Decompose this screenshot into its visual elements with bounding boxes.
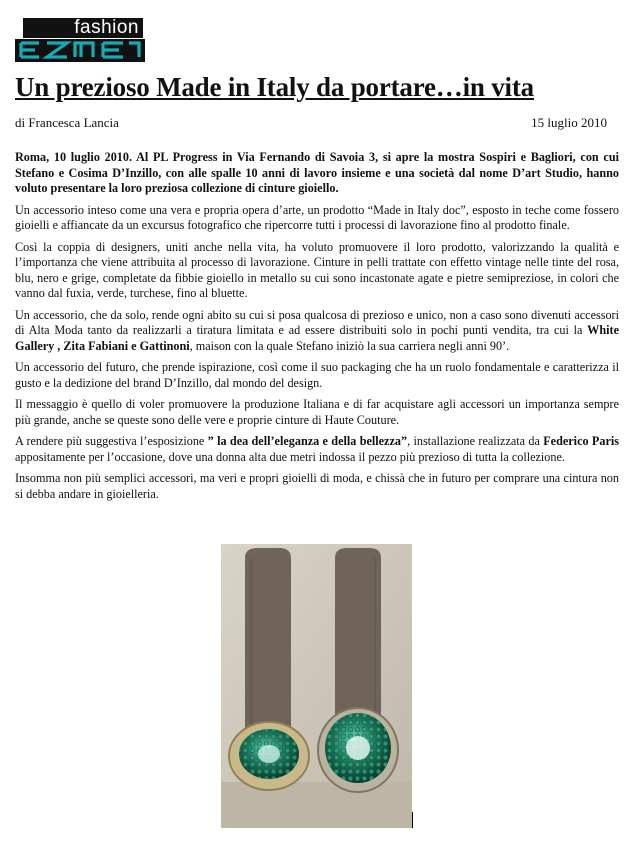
paragraph-3 xyxy=(15,308,619,355)
logo-glyph-icon xyxy=(15,39,145,62)
lead-paragraph: Roma, 10 luglio 2010. Al PL Progress in Via Fernando di Savoia 3, si apre la mostra Sospiri e Bagliori, con cui Stefano e Cosima D’Inzillo, con alle spalle 10 anni di lavoro insieme e una società dal nome D’art Studio, hanno voluto presentare la loro preziosa collezione di cinture gioiello. xyxy=(15,150,619,195)
logo-glyph-bar xyxy=(15,39,145,62)
author: di Francesca Lancia xyxy=(15,115,119,130)
paragraph-6-text-mid: , installazione realizzata da xyxy=(407,434,544,448)
paragraph-7: Insomma non più semplici accessori, ma veri e propri gioielli di moda, e chissà che in futuro per comprare una cintura non si debba andare in gioielleria. xyxy=(15,471,619,501)
logo-wordmark: fashion xyxy=(23,18,143,38)
belts-photo xyxy=(221,544,412,828)
artist-name: Federico Paris xyxy=(543,434,619,448)
article-body xyxy=(15,150,619,508)
paragraph-1: Un accessorio inteso come una vera e propria opera d’arte, un prodotto “Made in Italy doc”, esposto in teche come fossero gioielli e affiancate da un excursus fotografico che ripercorre tutti i processi di lavorazione fino al prodotto finale. xyxy=(15,202,619,232)
paragraph-3-text-end: , maison con la quale Stefano iniziò la sua carriera negli anni 90’. xyxy=(189,338,510,353)
paragraph-4: Un accessorio del futuro, che prende ispirazione, così come il suo packaging che ha un ruolo fondamentale e caratterizza il gusto e la dedizione del brand D’Inzillo, dal mondo del design. xyxy=(15,360,619,390)
publish-date: 15 luglio 2010 xyxy=(531,115,607,130)
paragraph-5: Il messaggio è quello di voler promuovere la produzione Italiana e di far acquistare agli accessori un importanza sempre più grande, anche se queste sono delle vere e proprie cinture di Haute Couture. xyxy=(15,397,619,427)
fashion-zone-logo xyxy=(15,16,145,62)
boutique-names: White Gallery , Zita Fabiani e Gattinoni xyxy=(15,323,619,353)
article-title: Un prezioso Made in Italy da portare…in vita xyxy=(15,72,534,102)
paragraph-6-text-end: appositamente per l’occasione, dove una donna alta due metri indossa il pezzo più prezioso di tutta la collezione. xyxy=(15,449,565,464)
text-cursor xyxy=(412,812,413,828)
jeweled-belts-image xyxy=(221,544,412,828)
paragraph-2: Così la coppia di designers, uniti anche nella vita, ha voluto promuovere il loro prodotto, valorizzando la qualità e l’importanza che viene attribuita al processo di lavorazione. Cinture in pelli trattate con effetto vintage nelle tinte del rosa, blu, nero e grige, completate da fibbie gioiello in metallo su cui sono incastonate agate e pietre semipreziose, in colori che vanno dal fuxia, verde, turchese, fino al bluette. xyxy=(15,239,619,300)
paragraph-6 xyxy=(15,434,619,465)
byline xyxy=(15,115,607,131)
installation-name: ” la dea dell’eleganza e della bellezza” xyxy=(207,434,408,448)
paragraph-6-text: A rendere più suggestiva l’esposizione xyxy=(15,434,208,448)
paragraph-3-text: Un accessorio, che da solo, rende ogni abito su cui si posa qualcosa di prezioso e unico, non a caso sono divenuti accessori di Alta Moda tanto da realizzarli a tiratura limitata e ad essere distribuiti solo in pochi punti vendita, tra cui la xyxy=(15,307,619,337)
